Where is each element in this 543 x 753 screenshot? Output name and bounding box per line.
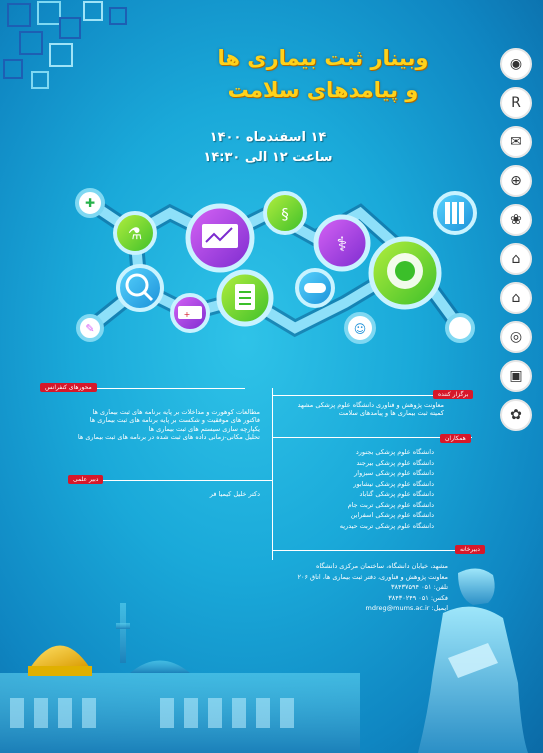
- axis-item: تحلیل مکانی-زمانی داده های ثبت شده در برنامه های ثبت بیماری ها: [77, 433, 260, 442]
- axes-label: محورهای کنفرانس: [40, 383, 97, 392]
- title-line-1: وبینار ثبت بیماری ها: [217, 46, 429, 70]
- svg-text:✎: ✎: [85, 322, 95, 335]
- network-end-node-icon: [447, 315, 473, 341]
- scholar-statue-illustration: [403, 563, 533, 753]
- scientific-secretary-name: دکتر خلیل کیمیا فر: [209, 490, 260, 498]
- svg-text:☺: ☺: [353, 322, 367, 336]
- university-logo: ▣: [500, 360, 532, 392]
- svg-text:+: +: [183, 310, 191, 319]
- university-logo: ◎: [500, 321, 532, 353]
- svg-text:⚗: ⚗: [127, 224, 143, 243]
- collaborator-item: دانشگاه علوم پزشکی بجنورد: [355, 448, 434, 456]
- event-date: [188, 128, 348, 168]
- axes-list: [40, 408, 260, 442]
- university-logo: ⌂: [500, 282, 532, 314]
- secretariat-phone: تلفن: ۰۵۱ ۳۸۴۳۷۵۹۴: [391, 583, 448, 591]
- organizer-item: کمیته ثبت بیماری ها و پیامدهای سلامت: [338, 409, 444, 418]
- university-logo: R: [500, 87, 532, 119]
- secretariat-address-2: معاونت پژوهش و فناوری، دفتر ثبت بیماری ها، اتاق ۲۰۶: [297, 572, 448, 581]
- svg-text:§: §: [281, 205, 289, 223]
- medical-network-illustration: [60, 178, 480, 358]
- collaborator-item: دانشگاه علوم پزشکی تربت حیدریه: [339, 521, 434, 530]
- date-line-1: ۱۴ اسفندماه ۱۴۰۰: [209, 130, 327, 145]
- collaborator-item: دانشگاه علوم پزشکی نیشابور: [353, 479, 434, 488]
- collaborator-item: دانشگاه علوم پزشکی بیرجند: [356, 458, 434, 467]
- axis-item: فاکتور های موفقیت و شکست بر پایه برنامه های ثبت بیماری ها: [89, 416, 260, 425]
- axis-item: مطالعات کوهورت و مداخلات بر پایه برنامه های ثبت بیماری ها: [92, 408, 260, 416]
- collaborators-label: همکاران: [440, 434, 471, 443]
- poster-title: [173, 42, 473, 106]
- secretariat-email: ایمیل: mdreg@mums.ac.ir: [365, 604, 448, 612]
- organizer-list: [270, 401, 444, 418]
- collaborator-item: دانشگاه علوم پزشکی سبزوار: [354, 469, 434, 477]
- collaborator-item: دانشگاه علوم پزشکی اسفراین: [350, 511, 434, 519]
- organizer-item: معاونت پژوهش و فناوری دانشگاه علوم پزشکی مشهد: [297, 401, 444, 409]
- scientific-secretary-label: دبیر علمی: [68, 475, 103, 484]
- organizer-label: برگزار کننده: [433, 390, 473, 399]
- secretariat-label: دبیرخانه: [455, 545, 485, 554]
- collaborators-list: [300, 447, 434, 531]
- time-line: ساعت ۱۲ الی ۱۴:۳۰: [203, 150, 333, 165]
- university-logo: ✉: [500, 126, 532, 158]
- university-logo: ⌂: [500, 243, 532, 275]
- magnifier-icon: [118, 266, 162, 310]
- collaborator-item: دانشگاه علوم پزشکی تربت جام: [347, 500, 434, 509]
- university-logo: ⊕: [500, 165, 532, 197]
- decorative-squares: [0, 0, 150, 110]
- university-logo: ✿: [500, 399, 532, 431]
- collaborator-item: دانشگاه علوم پزشکی گناباد: [359, 490, 434, 498]
- university-logo: ❀: [500, 204, 532, 236]
- title-line-2: و پیامدهای سلامت: [227, 78, 419, 102]
- right-bottom-line: [272, 550, 472, 551]
- university-logo: ◉: [500, 48, 532, 80]
- secretariat-fax: فکس: ۰۵۱ ۳۸۴۳۰۲۴۹: [388, 593, 448, 602]
- secretariat-address-1: مشهد، خیابان دانشگاه، ساختمان مرکزی دانشگاه: [315, 562, 448, 570]
- logos-column: [495, 48, 537, 438]
- svg-text:✚: ✚: [84, 196, 96, 210]
- svg-text:⚕: ⚕: [336, 232, 348, 256]
- axis-item: یکپارچه سازی سیستم های ثبت بیماری ها: [148, 424, 260, 433]
